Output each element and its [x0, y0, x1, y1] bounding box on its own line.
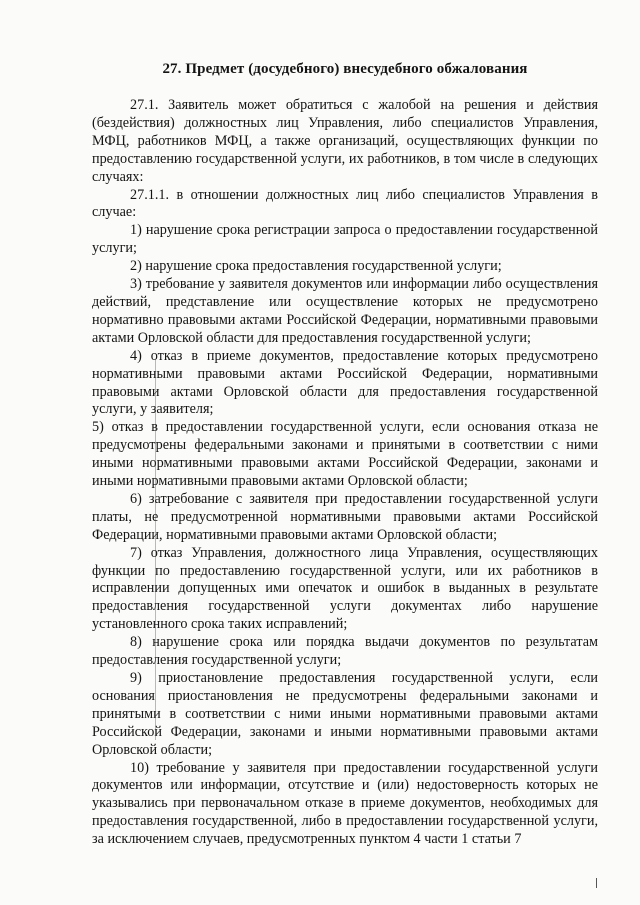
- list-item-9: 9) приостановление предоставления государственной услуги, если основания приостановления не предусмотрены федеральными законами и принятыми в соответствии с ними иными нормативными правовыми актами Российской Федерации, законами и иными нормативными правовыми актами Орловской области;: [92, 670, 598, 758]
- scan-fold-line: [155, 360, 156, 740]
- list-item-10: 10) требование у заявителя при предоставлении государственной услуги документов или информации, отсутствие и (или) недостоверность которых не указывались при первоначальном отказе в приеме документов, необходимых для предоставления государственной, либо в предоставлении государственной услуги, за исключением случаев, предусмотренных пунктом 4 части 1 статьи 7: [92, 759, 598, 848]
- list-item-7: 7) отказ Управления, должностного лица Управления, осуществляющих функции по предоставлению государственной услуги, или их работников в исправлении допущенных ими опечаток и ошибок в выданных в результате предоставления государственной услуги документах либо нарушение установленного срока таких исправлений;: [92, 544, 598, 633]
- list-item-2: 2) нарушение срока предоставления государственной услуги;: [130, 258, 502, 275]
- list-item-8: 8) нарушение срока или порядка выдачи документов по результатам предоставления государственной услуги;: [92, 634, 598, 669]
- list-item-5: 5) отказ в предоставлении государственной услуги, если основания отказа не предусмотрены федеральными законами и принятыми в соответствии с ними иными нормативными правовыми актами Российской Федерации, законами и иными нормативными правовыми актами Орловской области;: [92, 419, 598, 490]
- scan-mark: [596, 878, 597, 888]
- list-item-3: 3) требование у заявителя документов или информации либо осуществления действий, представление или осуществление которых не предусмотрено нормативно правовыми актами Российской Федерации, нормативными правовыми актами Орловской области для предоставления государственной услуги;: [92, 276, 598, 346]
- list-item-6: 6) затребование с заявителя при предоставлении государственной услуги платы, не предусмотренной нормативными правовыми актами Российской Федерации, нормативными правовыми актами Орловской области;: [92, 490, 598, 543]
- section-title: 27. Предмет (досудебного) внесудебного обжалования: [162, 61, 528, 77]
- list-item-4: 4) отказ в приеме документов, предоставление которых предусмотрено нормативными правовыми актами Российской Федерации, нормативными правовыми актами Орловской области для предоставления государственной услуги, у заявителя;: [92, 347, 598, 418]
- document-body: [92, 97, 598, 849]
- paragraph-27-1: 27.1. Заявитель может обратиться с жалобой на решения и действия (бездействия) должностных лиц Управления, либо специалистов Управления, МФЦ, работников МФЦ, а также организаций, осуществляющих функции по предоставлению государственной услуги, их работников, в том числе в следующих случаях:: [92, 97, 598, 185]
- paragraph-27-1-1: 27.1.1. в отношении должностных лиц либо специалистов Управления в случае:: [92, 186, 598, 221]
- list-item-1: 1) нарушение срока регистрации запроса о предоставлении государственной услуги;: [92, 222, 598, 257]
